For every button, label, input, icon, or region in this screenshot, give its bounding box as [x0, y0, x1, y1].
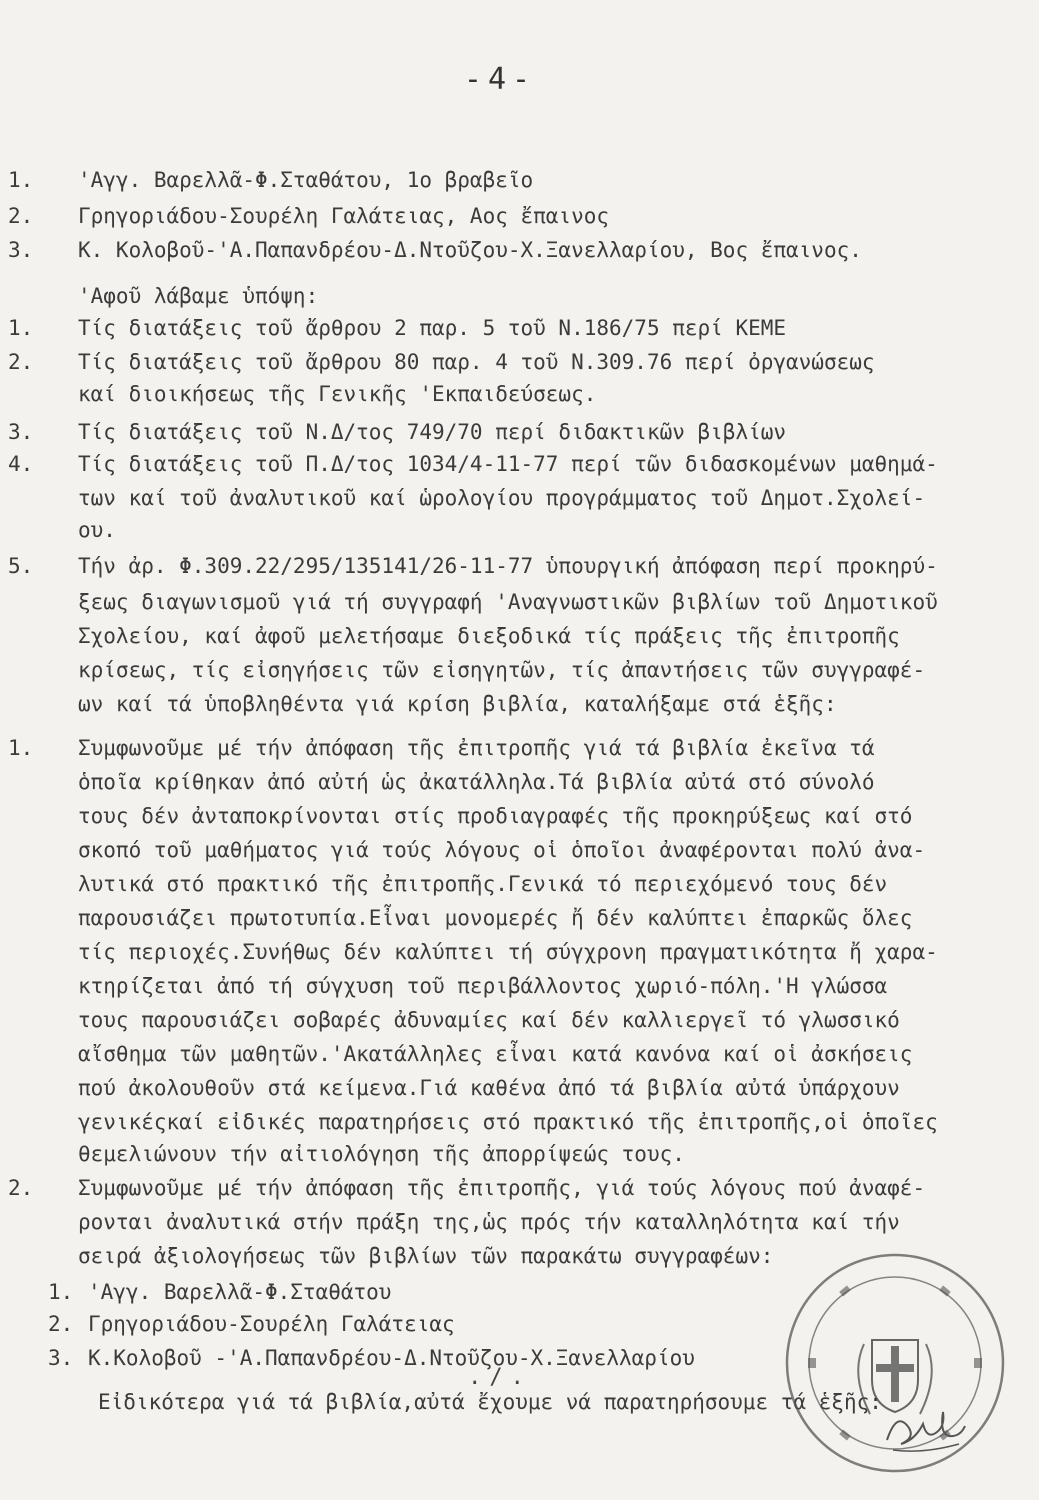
list-number: 5.: [8, 554, 34, 578]
signature-mark: [879, 1400, 969, 1460]
consideration-line: των καί τοῦ ἀναλυτικοῦ καί ὡρολογίου προγράμματος τοῦ Δημοτ.Σχολεί-: [78, 486, 926, 510]
conclusion-line: λυτικά στό πρακτικό τῆς ἐπιτροπῆς.Γενικά τό περιεχόμενό τους δέν: [78, 872, 888, 896]
list-number: 4.: [8, 452, 34, 476]
conclusion-line: τίς περιοχές.Συνήθως δέν καλύπτει τή σύγχρονη πραγματικότητα ἤ χαρα-: [78, 940, 938, 964]
list-number: 3.: [48, 1346, 74, 1370]
consideration-line: ου.: [78, 518, 116, 542]
conclusion-line: γενικέςκαί εἰδικές παρατηρήσεις στό πρακτικό τῆς ἐπιτροπῆς,οἱ ὁποῖες: [78, 1110, 938, 1134]
list-number: 3.: [8, 238, 34, 262]
list-number: 1.: [8, 736, 34, 760]
list-number: 3.: [8, 420, 34, 444]
consideration-line: Τίς διατάξεις τοῦ Π.Δ/τος 1034/4-11-77 περί τῶν διδασκομένων μαθημά-: [78, 452, 938, 476]
consideration-line: Τίς διατάξεις τοῦ Ν.Δ/τος 749/70 περί διδακτικῶν βιβλίων: [78, 420, 787, 444]
conclusion-line: παρουσιάζει πρωτοτυπία.Εἶναι μονομερές ἤ δέν καλύπτει ἐπαρκῶς ὅλες: [78, 906, 913, 930]
continuation-mark: ./.: [468, 1365, 532, 1390]
conclusion-line: αἴσθημα τῶν μαθητῶν.'Ακατάλληλες εἶναι κατά κανόνα καί οἱ ἀσκήσεις: [78, 1042, 913, 1066]
consideration-line: κρίσεως, τίς εἰσηγήσεις τῶν εἰσηγητῶν, τίς ἀπαντήσεις τῶν συγγραφέ-: [78, 658, 926, 682]
consideration-line: ξεως διαγωνισμοῦ γιά τή συγγραφή 'Αναγνωστικῶν βιβλίων τοῦ Δημοτικοῦ: [78, 590, 938, 614]
list-number: 2.: [48, 1312, 74, 1336]
consideration-line: καί διοικήσεως τῆς Γενικῆς 'Εκπαιδεύσεως.: [78, 382, 597, 406]
conclusion-line: Συμφωνοῦμε μέ τήν ἀπόφαση τῆς ἐπιτροπῆς γιά τά βιβλία ἐκεῖνα τά: [78, 736, 875, 760]
conclusion-line: σειρά ἀξιολογήσεως τῶν βιβλίων τῶν παρακάτω συγγραφέων:: [78, 1244, 774, 1268]
consideration-line: Σχολείου, καί ἀφοῦ μελετήσαμε διεξοδικά τίς πράξεις τῆς ἐπιτροπῆς: [78, 624, 900, 648]
intro-line: 'Αφοῦ λάβαμε ὑπόψη:: [78, 284, 319, 308]
author-line: 'Αγγ. Βαρελλᾶ-Φ.Σταθάτου: [88, 1280, 392, 1304]
consideration-line: Τίς διατάξεις τοῦ ἄρθρου 80 παρ. 4 τοῦ Ν.309.76 περί ὀργανώσεως: [78, 350, 875, 374]
closing-line: Εἰδικότερα γιά τά βιβλία,αὐτά ἔχουμε νά παρατηρήσουμε τά ἑξῆς:: [98, 1390, 882, 1414]
ranking-line: Κ. Κολοβοῦ-'Α.Παπανδρέου-Δ.Ντοῦζου-Χ.Ξανελλαρίου, Βος ἔπαινος.: [78, 238, 862, 262]
list-number: 1.: [48, 1280, 74, 1304]
author-line: Κ.Κολοβοῦ -'Α.Παπανδρέου-Δ.Ντοῦζου-Χ.Ξανελλαρίου: [88, 1346, 695, 1370]
conclusion-line: ὁποῖα κρίθηκαν ἀπό αὐτή ὡς ἀκατάλληλα.Τά βιβλία αὐτά στό σύνολό: [78, 770, 875, 794]
page-number: -4-: [463, 62, 537, 97]
consideration-line: Τίς διατάξεις τοῦ ἄρθρου 2 παρ. 5 τοῦ Ν.186/75 περί ΚΕΜΕ: [78, 316, 787, 340]
list-number: 2.: [8, 350, 34, 374]
consideration-line: Τήν ἀρ. Φ.309.22/295/135141/26-11-77 ὑπουργική ἀπόφαση περί προκηρύ-: [78, 554, 938, 578]
ranking-line: 'Αγγ. Βαρελλᾶ-Φ.Σταθάτου, 1ο βραβεῖο: [78, 168, 534, 192]
list-number: 2.: [8, 204, 34, 228]
conclusion-line: πού ἀκολουθοῦν στά κείμενα.Γιά καθένα ἀπό τά βιβλία αὐτά ὑπάρχουν: [78, 1076, 900, 1100]
conclusion-line: κτηρίζεται ἀπό τή σύγχυση τοῦ περιβάλλοντος χωριό-πόλη.'Η γλώσσα: [78, 974, 888, 998]
conclusion-line: θεμελιώνουν τήν αἰτιολόγηση τῆς ἀπορρίψεώς τους.: [78, 1142, 685, 1166]
consideration-line: ων καί τά ὑποβληθέντα γιά κρίση βιβλία, καταλήξαμε στά ἑξῆς:: [78, 692, 837, 716]
conclusion-line: Συμφωνοῦμε μέ τήν ἀπόφαση τῆς ἐπιτροπῆς, γιά τούς λόγους πού ἀναφέ-: [78, 1176, 926, 1200]
list-number: 2.: [8, 1176, 34, 1200]
ranking-line: Γρηγοριάδου-Σουρέλη Γαλάτειας, Αος ἔπαινος: [78, 204, 610, 228]
conclusion-line: τους παρουσιάζει σοβαρές ἀδυναμίες καί δέν καλλιεργεῖ τό γλωσσικό: [78, 1008, 900, 1032]
conclusion-line: τους δέν ἀνταποκρίνονται στίς προδιαγραφές τῆς προκηρύξεως καί στό: [78, 804, 913, 828]
author-line: Γρηγοριάδου-Σουρέλη Γαλάτειας: [88, 1312, 455, 1336]
list-number: 1.: [8, 316, 34, 340]
list-number: 1.: [8, 168, 34, 192]
conclusion-line: σκοπό τοῦ μαθήματος γιά τούς λόγους οἱ ὁποῖοι ἀναφέρονται πολύ ἀνα-: [78, 838, 926, 862]
conclusion-line: ρονται ἀναλυτικά στήν πράξη της,ὡς πρός τήν καταλληλότητα καί τήν: [78, 1210, 900, 1234]
